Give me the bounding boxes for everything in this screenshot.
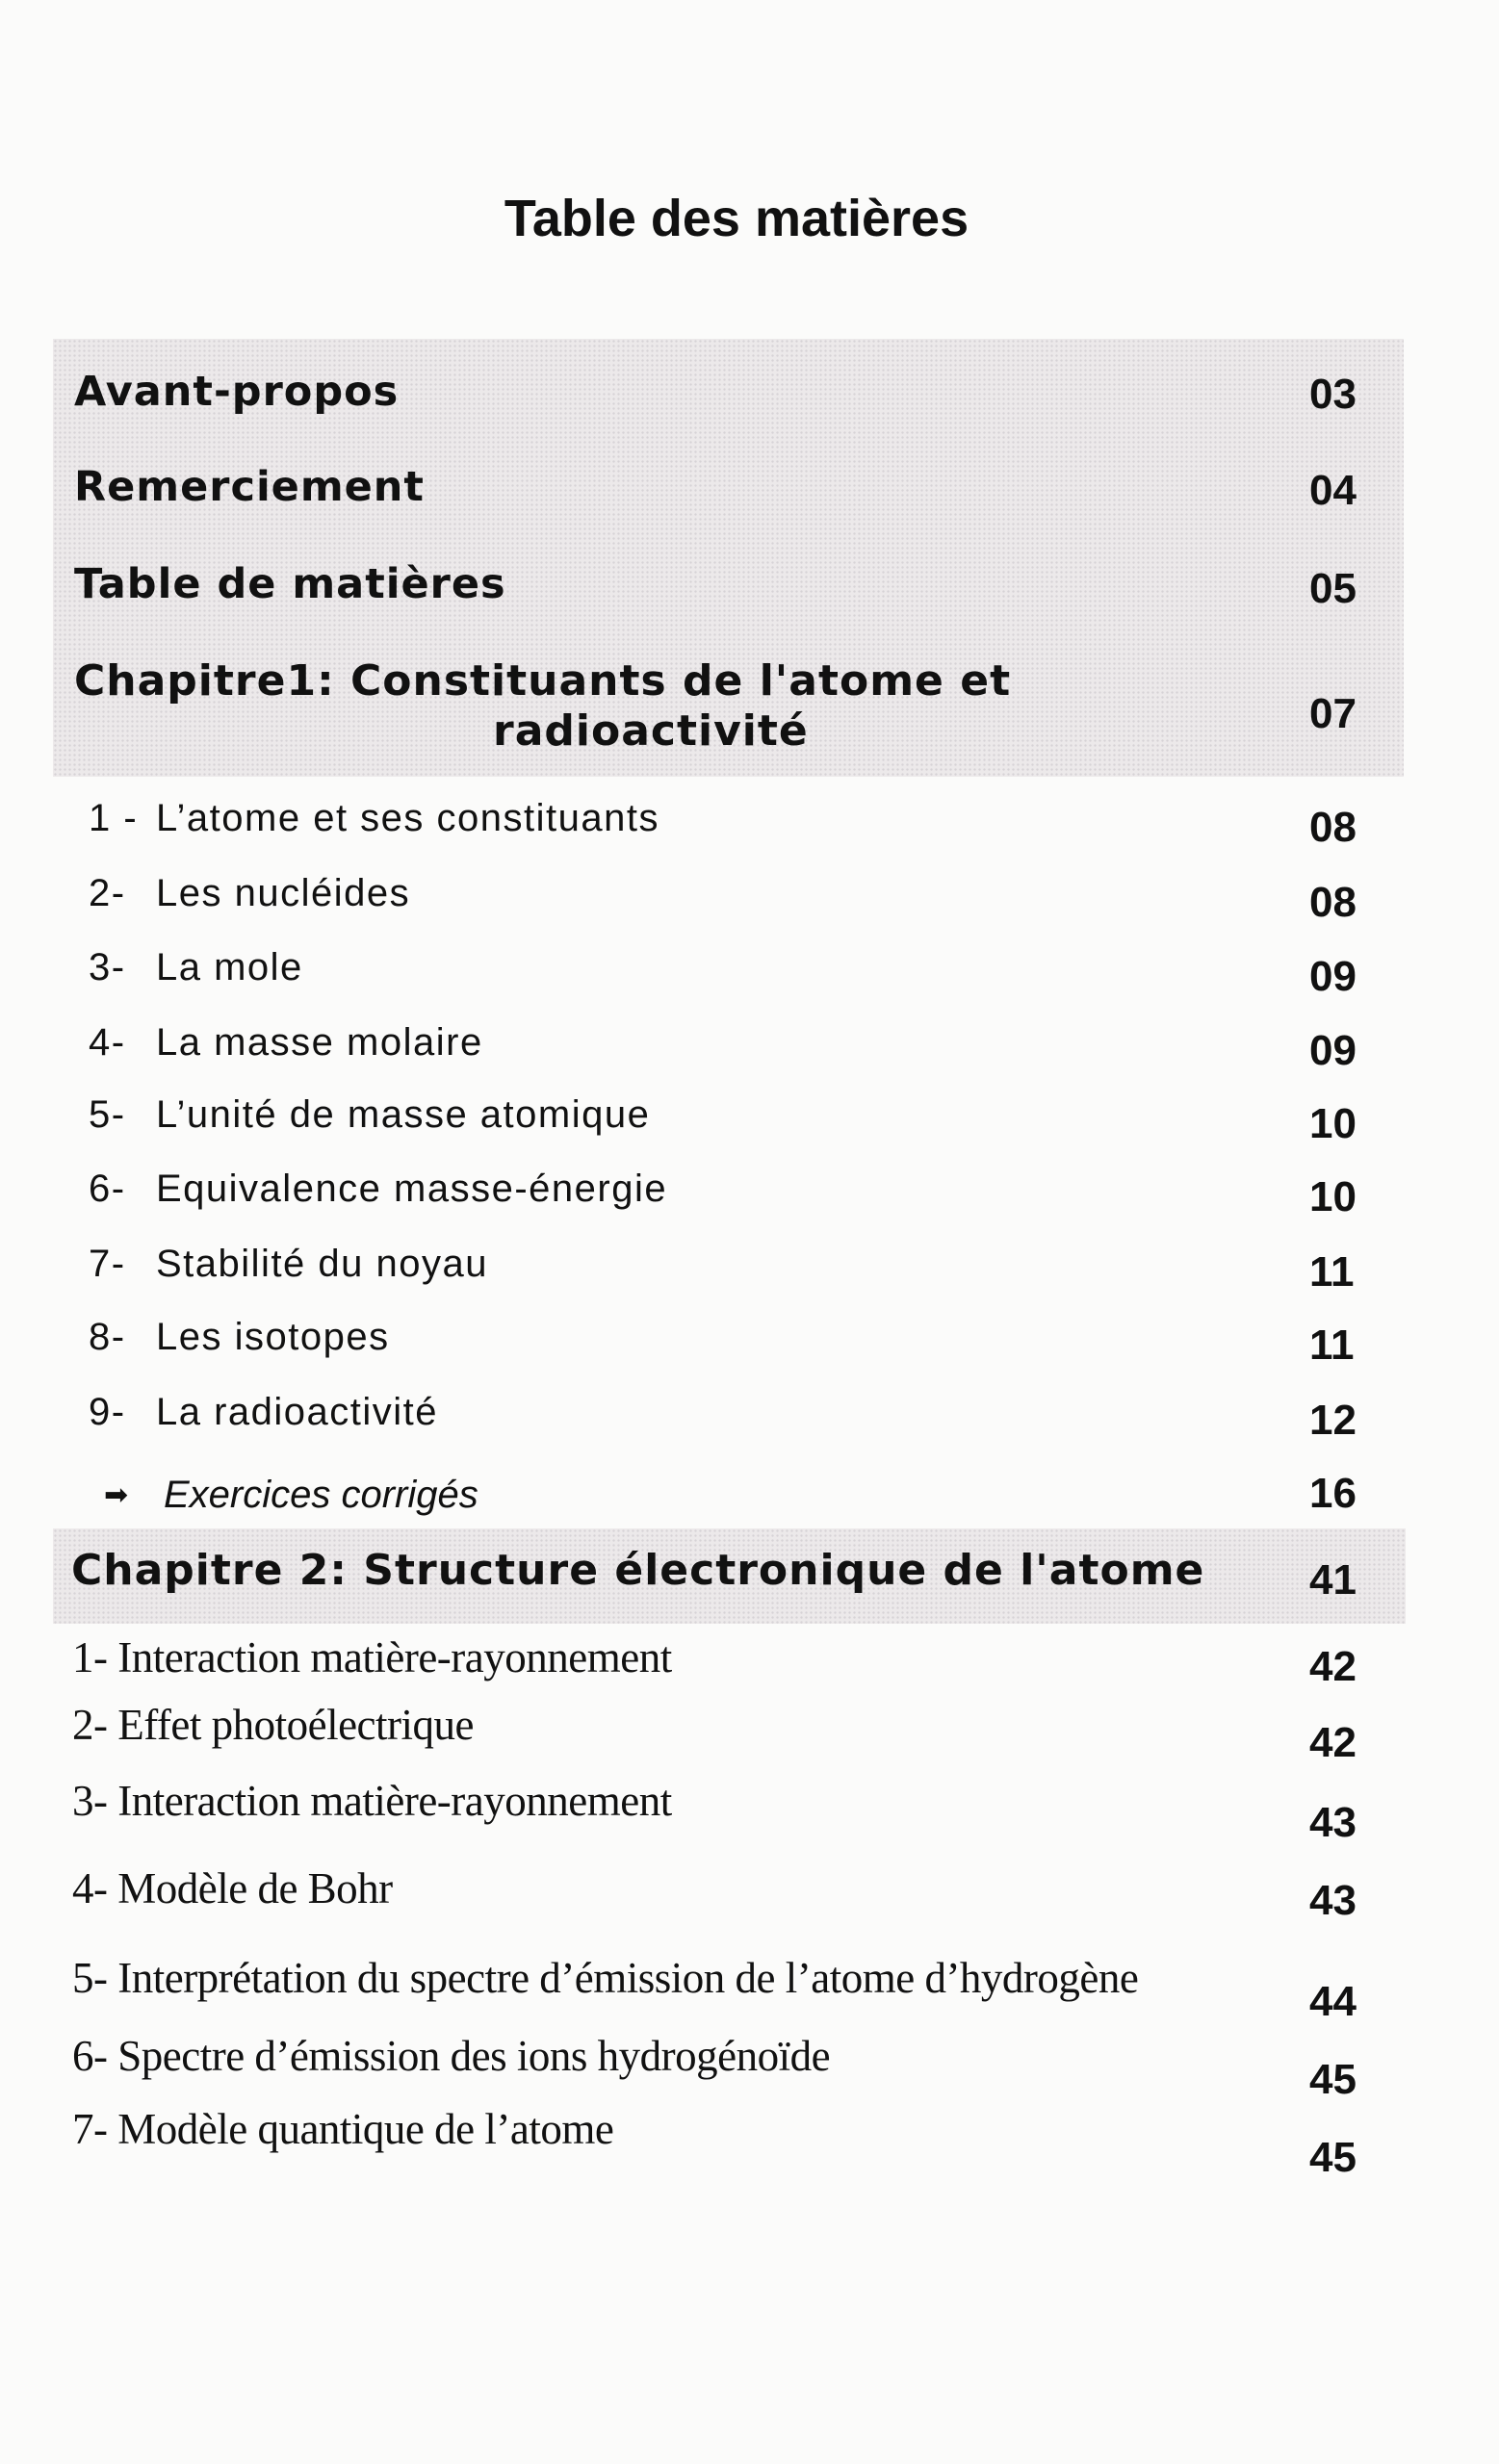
toc-section[interactable] [89,1245,1051,1287]
section-page: 42 [1309,1643,1357,1690]
section-page: 43 [1309,1877,1357,1924]
toc-section[interactable] [89,1095,1051,1138]
toc-section[interactable]: 6- Spectre d’émission des ions hydrogénoïde [72,2032,831,2080]
exercises-page: 16 [1309,1470,1357,1517]
section-number: 6- [89,1168,126,1210]
toc-section[interactable]: 1- Interaction matière-rayonnement [72,1633,672,1681]
section-label: Les nucléides [156,872,411,914]
section-label: La radioactivité [156,1391,439,1433]
toc-entry-table-page: 05 [1309,565,1357,612]
toc-section[interactable] [89,1393,1051,1435]
section-number: 1 - [89,797,139,839]
chapter1-title-line1: Chapitre1: Constituants de l'atome et [74,656,1012,706]
section-number: 8- [89,1316,126,1358]
section-page: 09 [1309,1027,1357,1074]
section-number: 3- [89,946,126,988]
section-page: 09 [1309,953,1357,1000]
toc-section[interactable] [89,1023,1051,1065]
toc-section[interactable] [89,1169,1051,1212]
toc-entry-remerciement-label[interactable]: Remerciement [74,463,425,511]
toc-entry-avant-propos-page: 03 [1309,371,1357,418]
section-page: 11 [1309,1322,1355,1369]
arrow-right-icon: ➡ [104,1478,129,1512]
section-number: 9- [89,1391,126,1433]
toc-section[interactable]: 3- Interaction matière-rayonnement [72,1777,672,1825]
section-page: 45 [1309,2134,1357,2181]
toc-section[interactable] [89,799,1051,841]
section-page: 42 [1309,1719,1357,1766]
chapter1-page: 07 [1309,690,1357,737]
toc-section[interactable]: 4- Modèle de Bohr [72,1864,393,1912]
section-label: Les isotopes [156,1316,390,1358]
section-page: 10 [1309,1173,1357,1220]
chapter1-title-line2: radioactivité [493,706,809,756]
section-page: 43 [1309,1799,1357,1846]
section-label: Equivalence masse-énergie [156,1168,668,1210]
toc-section[interactable]: 7- Modèle quantique de l’atome [72,2105,614,2153]
chapter2-title: Chapitre 2: Structure électronique de l'atome [71,1546,1205,1595]
toc-section[interactable]: 2- Effet photoélectrique [72,1701,474,1749]
section-label: Stabilité du noyau [156,1243,489,1285]
exercises-label: Exercices corrigés [164,1474,478,1516]
toc-entry-avant-propos-label[interactable]: Avant-propos [74,368,400,416]
section-number: 4- [89,1021,126,1064]
chapter2-page: 41 [1309,1556,1357,1604]
toc-section[interactable] [89,1318,1051,1360]
section-page: 44 [1309,1978,1357,2025]
section-page: 12 [1309,1397,1357,1444]
toc-entry-remerciement-page: 04 [1309,467,1357,514]
section-label: L’unité de masse atomique [156,1093,651,1136]
toc-entry-table-label[interactable]: Table de matières [74,560,506,608]
section-number: 5- [89,1093,126,1136]
section-number: 2- [89,872,126,914]
toc-section[interactable] [89,948,1051,990]
section-page: 08 [1309,879,1357,926]
section-number: 7- [89,1243,126,1285]
section-page: 08 [1309,804,1357,851]
section-label: L’atome et ses constituants [156,797,659,839]
toc-section[interactable]: 5- Interprétation du spectre d’émission de l’atome d’hydrogène [72,1954,1139,2002]
section-page: 10 [1309,1100,1357,1147]
toc-section[interactable] [89,874,1051,916]
section-page: 45 [1309,2056,1357,2103]
page-title: Table des matières [504,190,969,247]
section-label: La masse molaire [156,1021,483,1064]
section-page: 11 [1309,1248,1355,1296]
section-label: La mole [156,946,303,988]
